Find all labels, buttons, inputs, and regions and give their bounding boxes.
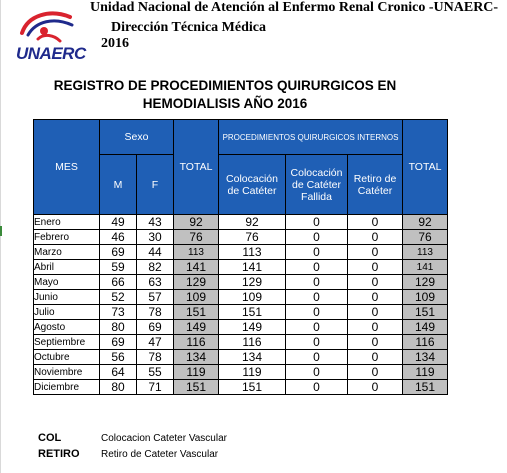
cell-mes: Septiembre xyxy=(34,335,100,350)
cell-retiro: 0 xyxy=(348,335,403,350)
cell-fallida: 0 xyxy=(286,380,348,395)
cell-fallida: 0 xyxy=(286,230,348,245)
cell-mes: Abril xyxy=(34,260,100,275)
header-procedures-group: PROCEDIMIENTOS QUIRURGICOS INTERNOS xyxy=(219,120,403,155)
cell-retiro: 0 xyxy=(348,320,403,335)
procedures-table xyxy=(33,119,448,395)
cell-colocacion: 116 xyxy=(219,335,286,350)
cell-m: 69 xyxy=(100,245,137,260)
cell-mes: Junio xyxy=(34,290,100,305)
cell-fallida: 0 xyxy=(286,350,348,365)
cell-f: 69 xyxy=(137,320,174,335)
cell-colocacion: 129 xyxy=(219,275,286,290)
cell-mes: Diciembre xyxy=(34,380,100,395)
cell-total-procedures: 141 xyxy=(403,260,448,275)
cell-total-procedures: 151 xyxy=(403,380,448,395)
cell-colocacion: 92 xyxy=(219,215,286,230)
cell-colocacion: 119 xyxy=(219,365,286,380)
cell-f: 71 xyxy=(137,380,174,395)
cell-retiro: 0 xyxy=(348,275,403,290)
sheet-gridline xyxy=(0,0,1,473)
cell-mes: Julio xyxy=(34,305,100,320)
cell-m: 46 xyxy=(100,230,137,245)
table-row xyxy=(34,350,448,365)
legend-retiro-desc: Retiro de Cateter Vascular xyxy=(101,449,219,460)
cell-colocacion: 149 xyxy=(219,320,286,335)
header-sexo-group: Sexo xyxy=(100,120,174,155)
cell-fallida: 0 xyxy=(286,320,348,335)
cell-total: 151 xyxy=(174,305,219,320)
cell-fallida: 0 xyxy=(286,290,348,305)
cell-retiro: 0 xyxy=(348,260,403,275)
cell-m: 64 xyxy=(100,365,137,380)
cell-total-procedures: 134 xyxy=(403,350,448,365)
cell-f: 55 xyxy=(137,365,174,380)
cell-fallida: 0 xyxy=(286,260,348,275)
table-row xyxy=(34,365,448,380)
report-title-line2: HEMODIALISIS AÑO 2016 xyxy=(142,96,308,111)
cell-total: 92 xyxy=(174,215,219,230)
cell-total-procedures: 119 xyxy=(403,365,448,380)
header-colocacion-line1: Colocación xyxy=(226,172,278,185)
table-row xyxy=(34,380,448,395)
cell-mes: Marzo xyxy=(34,245,100,260)
cell-colocacion: 134 xyxy=(219,350,286,365)
header-fallida-line3: Fallida xyxy=(301,190,332,203)
table-row xyxy=(34,275,448,290)
cell-m: 69 xyxy=(100,335,137,350)
header-retiro-line2: Catéter xyxy=(357,184,393,197)
cell-m: 52 xyxy=(100,290,137,305)
cell-fallida: 0 xyxy=(286,215,348,230)
table-row xyxy=(34,245,448,260)
cell-total: 116 xyxy=(174,335,219,350)
header-retiro-line1: Retiro de xyxy=(353,172,397,185)
cell-fallida: 0 xyxy=(286,335,348,350)
cell-f: 63 xyxy=(137,275,174,290)
cell-fallida: 0 xyxy=(286,365,348,380)
cell-retiro: 0 xyxy=(348,350,403,365)
cell-f: 47 xyxy=(137,335,174,350)
sheet-row-marker xyxy=(0,226,2,236)
cell-m: 73 xyxy=(100,305,137,320)
cell-mes: Octubre xyxy=(34,350,100,365)
table-row xyxy=(34,290,448,305)
cell-total-procedures: 109 xyxy=(403,290,448,305)
cell-total: 151 xyxy=(174,380,219,395)
cell-fallida: 0 xyxy=(286,305,348,320)
department-name: Dirección Técnica Médica xyxy=(111,20,266,35)
cell-total: 113 xyxy=(174,245,219,260)
legend-col-desc: Colocacion Cateter Vascular xyxy=(101,433,227,444)
cell-m: 66 xyxy=(100,275,137,290)
cell-mes: Agosto xyxy=(34,320,100,335)
cell-fallida: 0 xyxy=(286,245,348,260)
header-colocacion-fallida xyxy=(286,155,348,215)
cell-retiro: 0 xyxy=(348,245,403,260)
cell-total-procedures: 151 xyxy=(403,305,448,320)
header-colocacion xyxy=(219,155,286,215)
header-colocacion-line2: de Catéter xyxy=(227,184,277,197)
cell-m: 49 xyxy=(100,215,137,230)
header-fallida-line2: de Catéter xyxy=(291,178,342,191)
table-row xyxy=(34,320,448,335)
cell-retiro: 0 xyxy=(348,380,403,395)
cell-retiro: 0 xyxy=(348,365,403,380)
cell-total-procedures: 149 xyxy=(403,320,448,335)
legend-retiro-abbr: RETIRO xyxy=(38,448,80,460)
cell-retiro: 0 xyxy=(348,230,403,245)
cell-colocacion: 76 xyxy=(219,230,286,245)
cell-f: 78 xyxy=(137,305,174,320)
cell-f: 57 xyxy=(137,290,174,305)
cell-colocacion: 113 xyxy=(219,245,286,260)
cell-total: 76 xyxy=(174,230,219,245)
cell-mes: Noviembre xyxy=(34,365,100,380)
table-row xyxy=(34,260,448,275)
cell-f: 30 xyxy=(137,230,174,245)
cell-colocacion: 109 xyxy=(219,290,286,305)
table-row xyxy=(34,230,448,245)
cell-fallida: 0 xyxy=(286,275,348,290)
header-fallida-line1: Colocación xyxy=(290,166,343,179)
cell-total-procedures: 129 xyxy=(403,275,448,290)
logo-wordmark: UNAERC xyxy=(16,44,86,63)
header-mes: MES xyxy=(34,120,100,215)
legend-col-abbr: COL xyxy=(38,432,62,444)
cell-mes: Mayo xyxy=(34,275,100,290)
cell-retiro: 0 xyxy=(348,305,403,320)
header-m: M xyxy=(100,155,137,215)
header-retiro xyxy=(348,155,403,215)
cell-total: 119 xyxy=(174,365,219,380)
cell-f: 78 xyxy=(137,350,174,365)
table-row xyxy=(34,305,448,320)
cell-total: 141 xyxy=(174,260,219,275)
cell-mes: Febrero xyxy=(34,230,100,245)
cell-colocacion: 141 xyxy=(219,260,286,275)
cell-m: 56 xyxy=(100,350,137,365)
cell-total-procedures: 116 xyxy=(403,335,448,350)
cell-total: 134 xyxy=(174,350,219,365)
cell-mes: Enero xyxy=(34,215,100,230)
report-year: 2016 xyxy=(101,36,129,51)
cell-m: 80 xyxy=(100,320,137,335)
cell-m: 59 xyxy=(100,260,137,275)
cell-retiro: 0 xyxy=(348,215,403,230)
cell-total: 129 xyxy=(174,275,219,290)
cell-f: 43 xyxy=(137,215,174,230)
header-f: F xyxy=(137,155,174,215)
cell-total: 109 xyxy=(174,290,219,305)
header-total: TOTAL xyxy=(174,120,219,215)
cell-colocacion: 151 xyxy=(219,305,286,320)
cell-total-procedures: 92 xyxy=(403,215,448,230)
cell-colocacion: 151 xyxy=(219,380,286,395)
cell-f: 44 xyxy=(137,245,174,260)
table-row xyxy=(34,335,448,350)
header-total-procedures: TOTAL xyxy=(403,120,448,215)
cell-total: 149 xyxy=(174,320,219,335)
cell-total-procedures: 113 xyxy=(403,245,448,260)
cell-retiro: 0 xyxy=(348,290,403,305)
table-body xyxy=(34,215,448,395)
report-title-line1: REGISTRO DE PROCEDIMIENTOS QUIRURGICOS EN xyxy=(53,78,397,93)
table-row xyxy=(34,215,448,230)
cell-m: 80 xyxy=(100,380,137,395)
cell-f: 82 xyxy=(137,260,174,275)
institution-name: Unidad Nacional de Atención al Enfermo Renal Cronico -UNAERC- xyxy=(90,0,499,15)
cell-total-procedures: 76 xyxy=(403,230,448,245)
